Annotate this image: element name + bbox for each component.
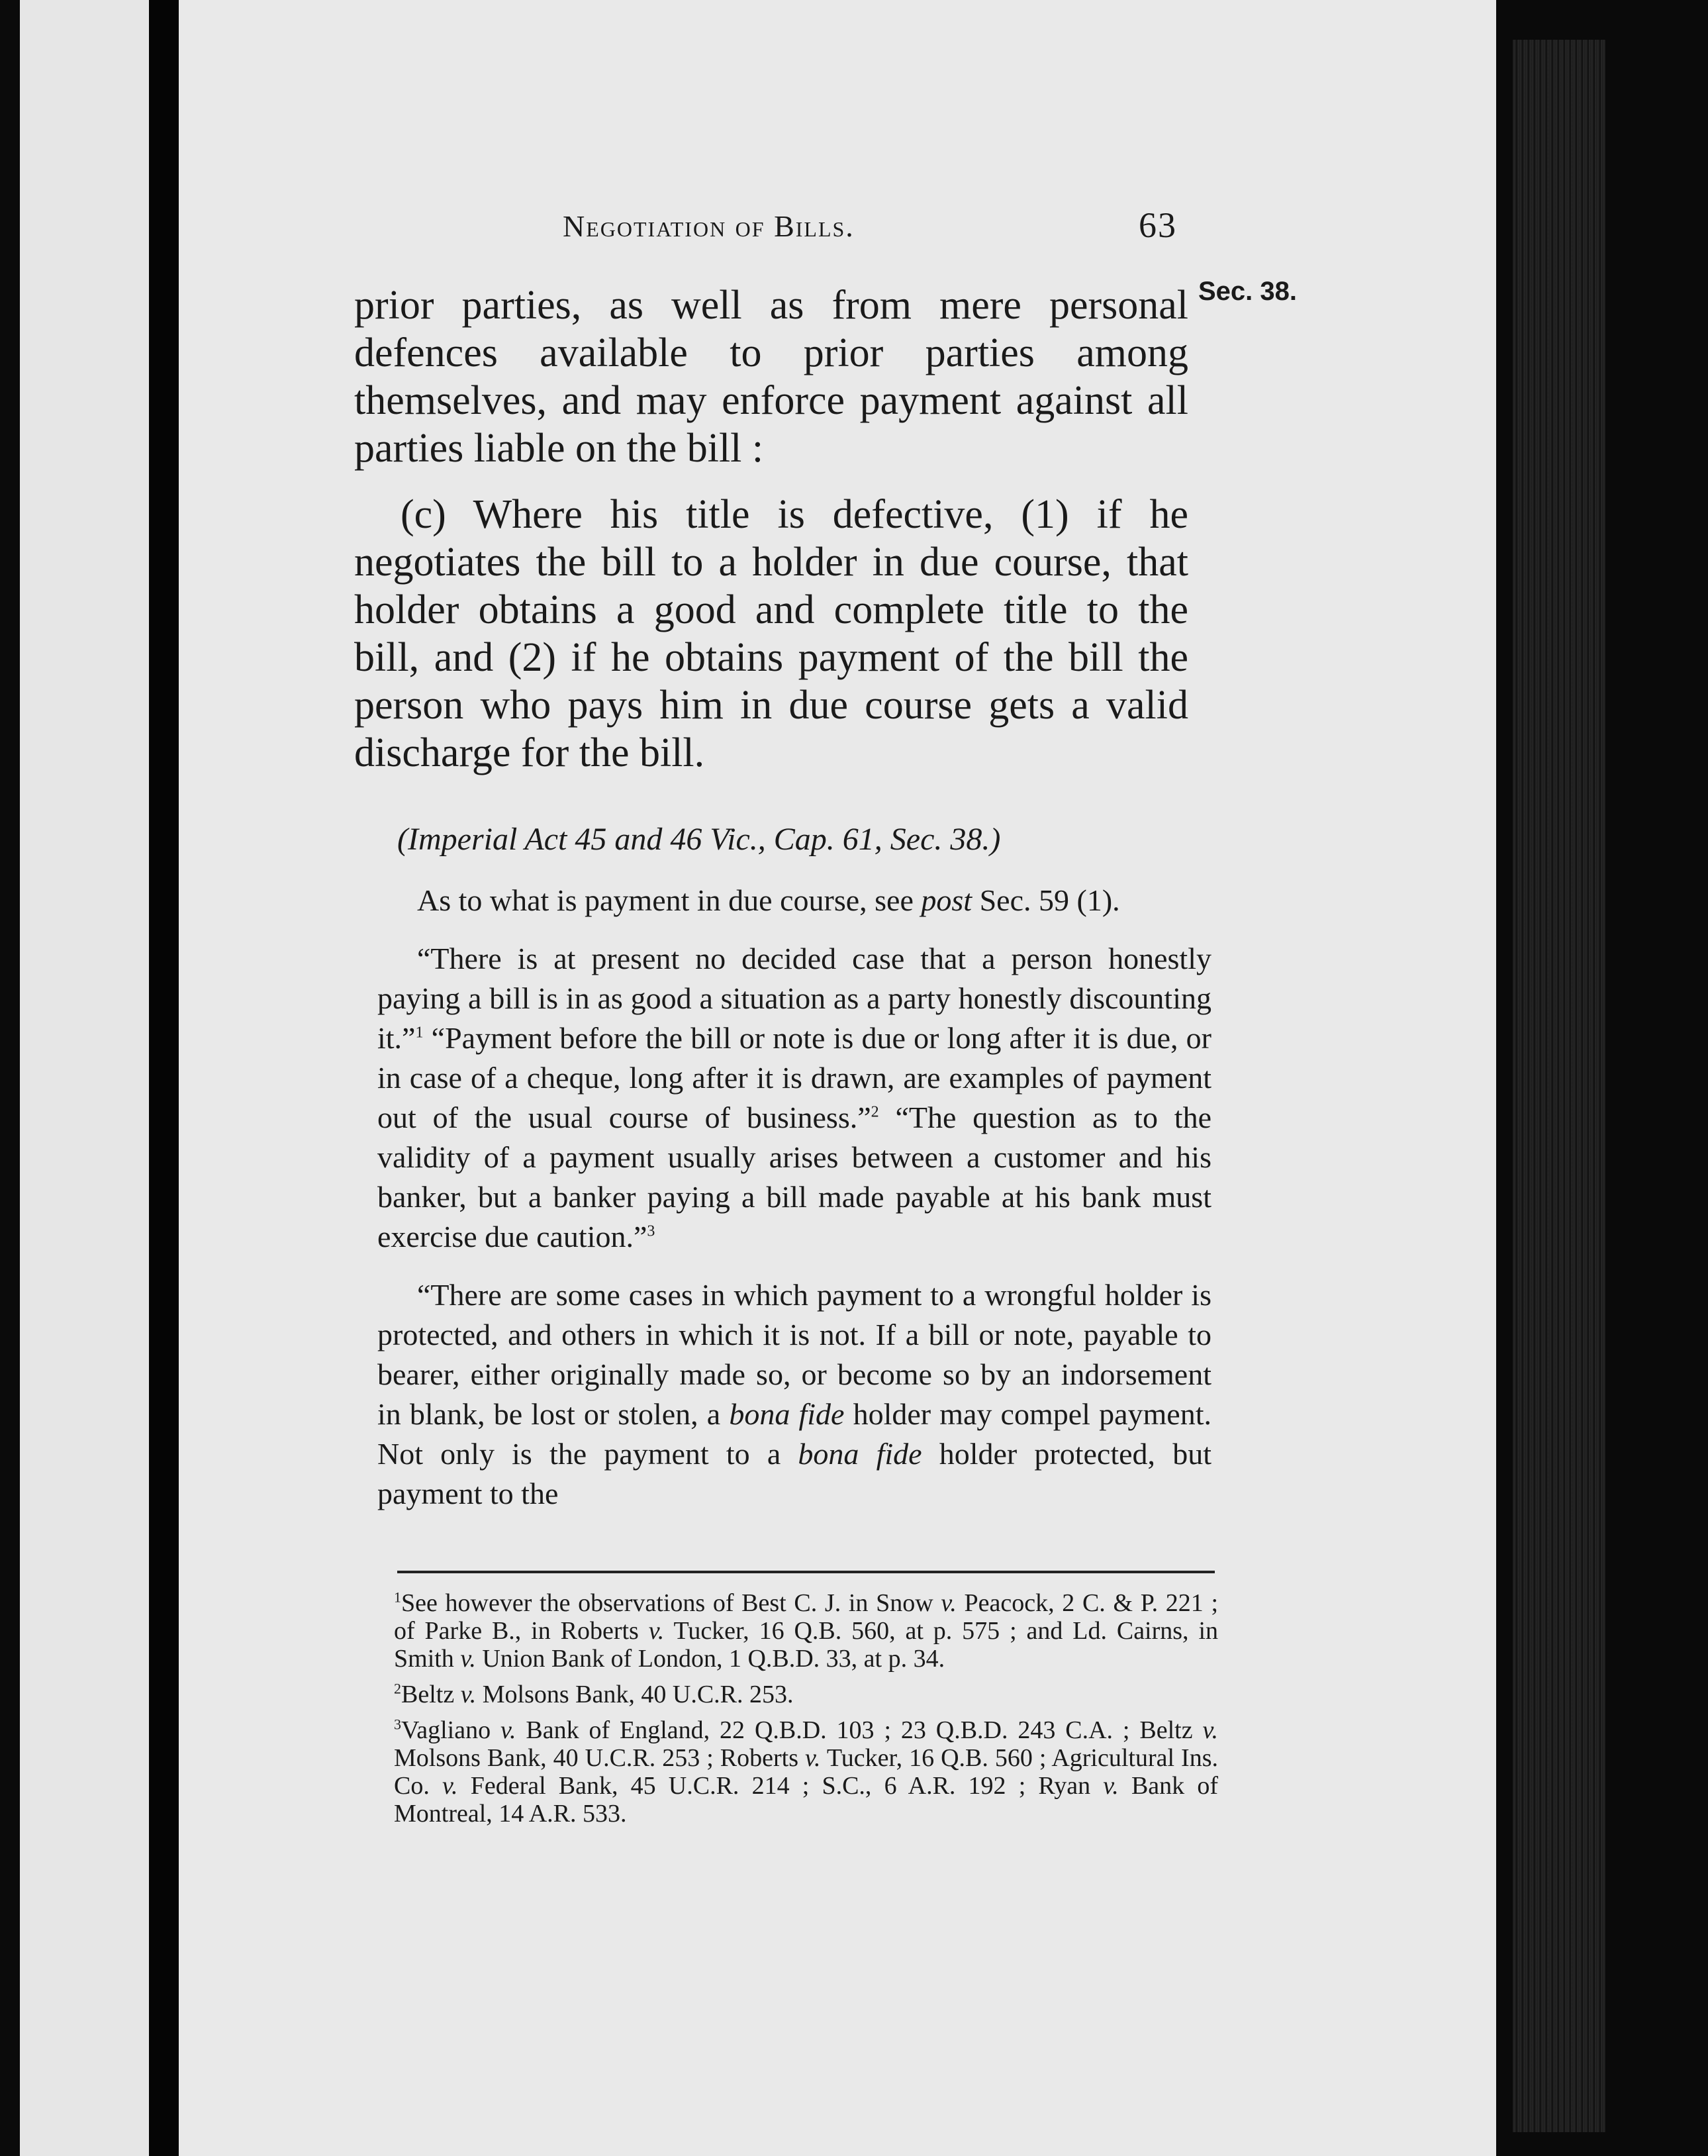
commentary-paragraph: “There is at present no decided case that a person honestly paying a bill is in as good a situation as a party honestly discounting it.”$^1$ “Payment before the bill or note is due or long after it is due, or in case of a cheque, long after it is drawn, are examples of payment out of the usual course of business.”$^2$ “The question as to the validity of a payment usually arises between a customer and his banker, but a banker paying a bill made payable at his bank must exercise due caution.”$^3$	[377, 942, 1211, 1253]
statute-paragraph: (c) Where his title is defective, (1) if he negotiates the bill to a holder in due course, that holder obtains a good and complete title to the bill, and (2) if he obtains payment of the bill the person who pays him in due course gets a valid discharge for the bill.	[354, 492, 1188, 775]
page-number: 63	[1139, 205, 1177, 245]
statute-text	[354, 281, 1188, 777]
footnote-number: 3	[394, 1716, 401, 1733]
book-gutter	[149, 0, 179, 2156]
facing-page-edge	[20, 0, 149, 2156]
section-margin-note: Sec. 38.	[1198, 277, 1298, 306]
footnote-ref: 3	[647, 1222, 655, 1240]
commentary	[377, 881, 1211, 1532]
footnote-ref: 2	[871, 1103, 879, 1121]
running-header	[563, 205, 1225, 255]
commentary-paragraph: As to what is payment in due course, see post Sec. 59 (1).	[417, 883, 1120, 917]
footnote: $^3$Vagliano v. Bank of England, 22 Q.B.D. 103 ; 23 Q.B.D. 243 C.A. ; Beltz v. Molsons Bank, 40 U.C.R. 253 ; Roberts v. Tucker, 16 Q.B. 560 ; Agricultural Ins. Co. v. Federal Bank, 45 U.C.R. 214 ; S.C., 6 A.R. 192 ; Ryan v. Bank of Montreal, 14 A.R. 533.	[394, 1716, 1219, 1828]
footnote: $^1$See however the observations of Best C. J. in Snow v. Peacock, 2 C. & P. 221 ; of Parke B., in Roberts v. Tucker, 16 Q.B. 560, at p. 575 ; and Ld. Cairns, in Smith v. Union Bank of London, 1 Q.B.D. 33, at p. 34.	[394, 1589, 1219, 1673]
footnote: $^2$Beltz v. Molsons Bank, 40 U.C.R. 253.	[394, 1680, 794, 1708]
commentary-paragraph: “There are some cases in which payment to a wrongful holder is protected, and others in which it is not. If a bill or note, payable to bearer, either originally made so, or become so by an indorsement in blank, be lost or stolen, a bona fide holder may compel payment. Not only is the payment to a bona fide holder protected, but payment to the	[377, 1278, 1211, 1510]
footnote-number: 2	[394, 1680, 401, 1697]
act-citation: (Imperial Act 45 and 46 Vic., Cap. 61, Sec. 38.)	[397, 822, 1001, 857]
running-title: Negotiation of Bills.	[563, 209, 855, 243]
page-edges-stack	[1513, 40, 1605, 2132]
footnote-ref: 1	[415, 1024, 424, 1042]
footnotes	[394, 1589, 1218, 1836]
scan-left-border	[0, 0, 20, 2156]
statute-paragraph: prior parties, as well as from mere personal defences available to prior parties among themselves, and may enforce payment against all parties liable on the bill :	[354, 283, 1188, 471]
footnote-number: 1	[394, 1589, 401, 1606]
footnote-rule	[397, 1571, 1215, 1573]
